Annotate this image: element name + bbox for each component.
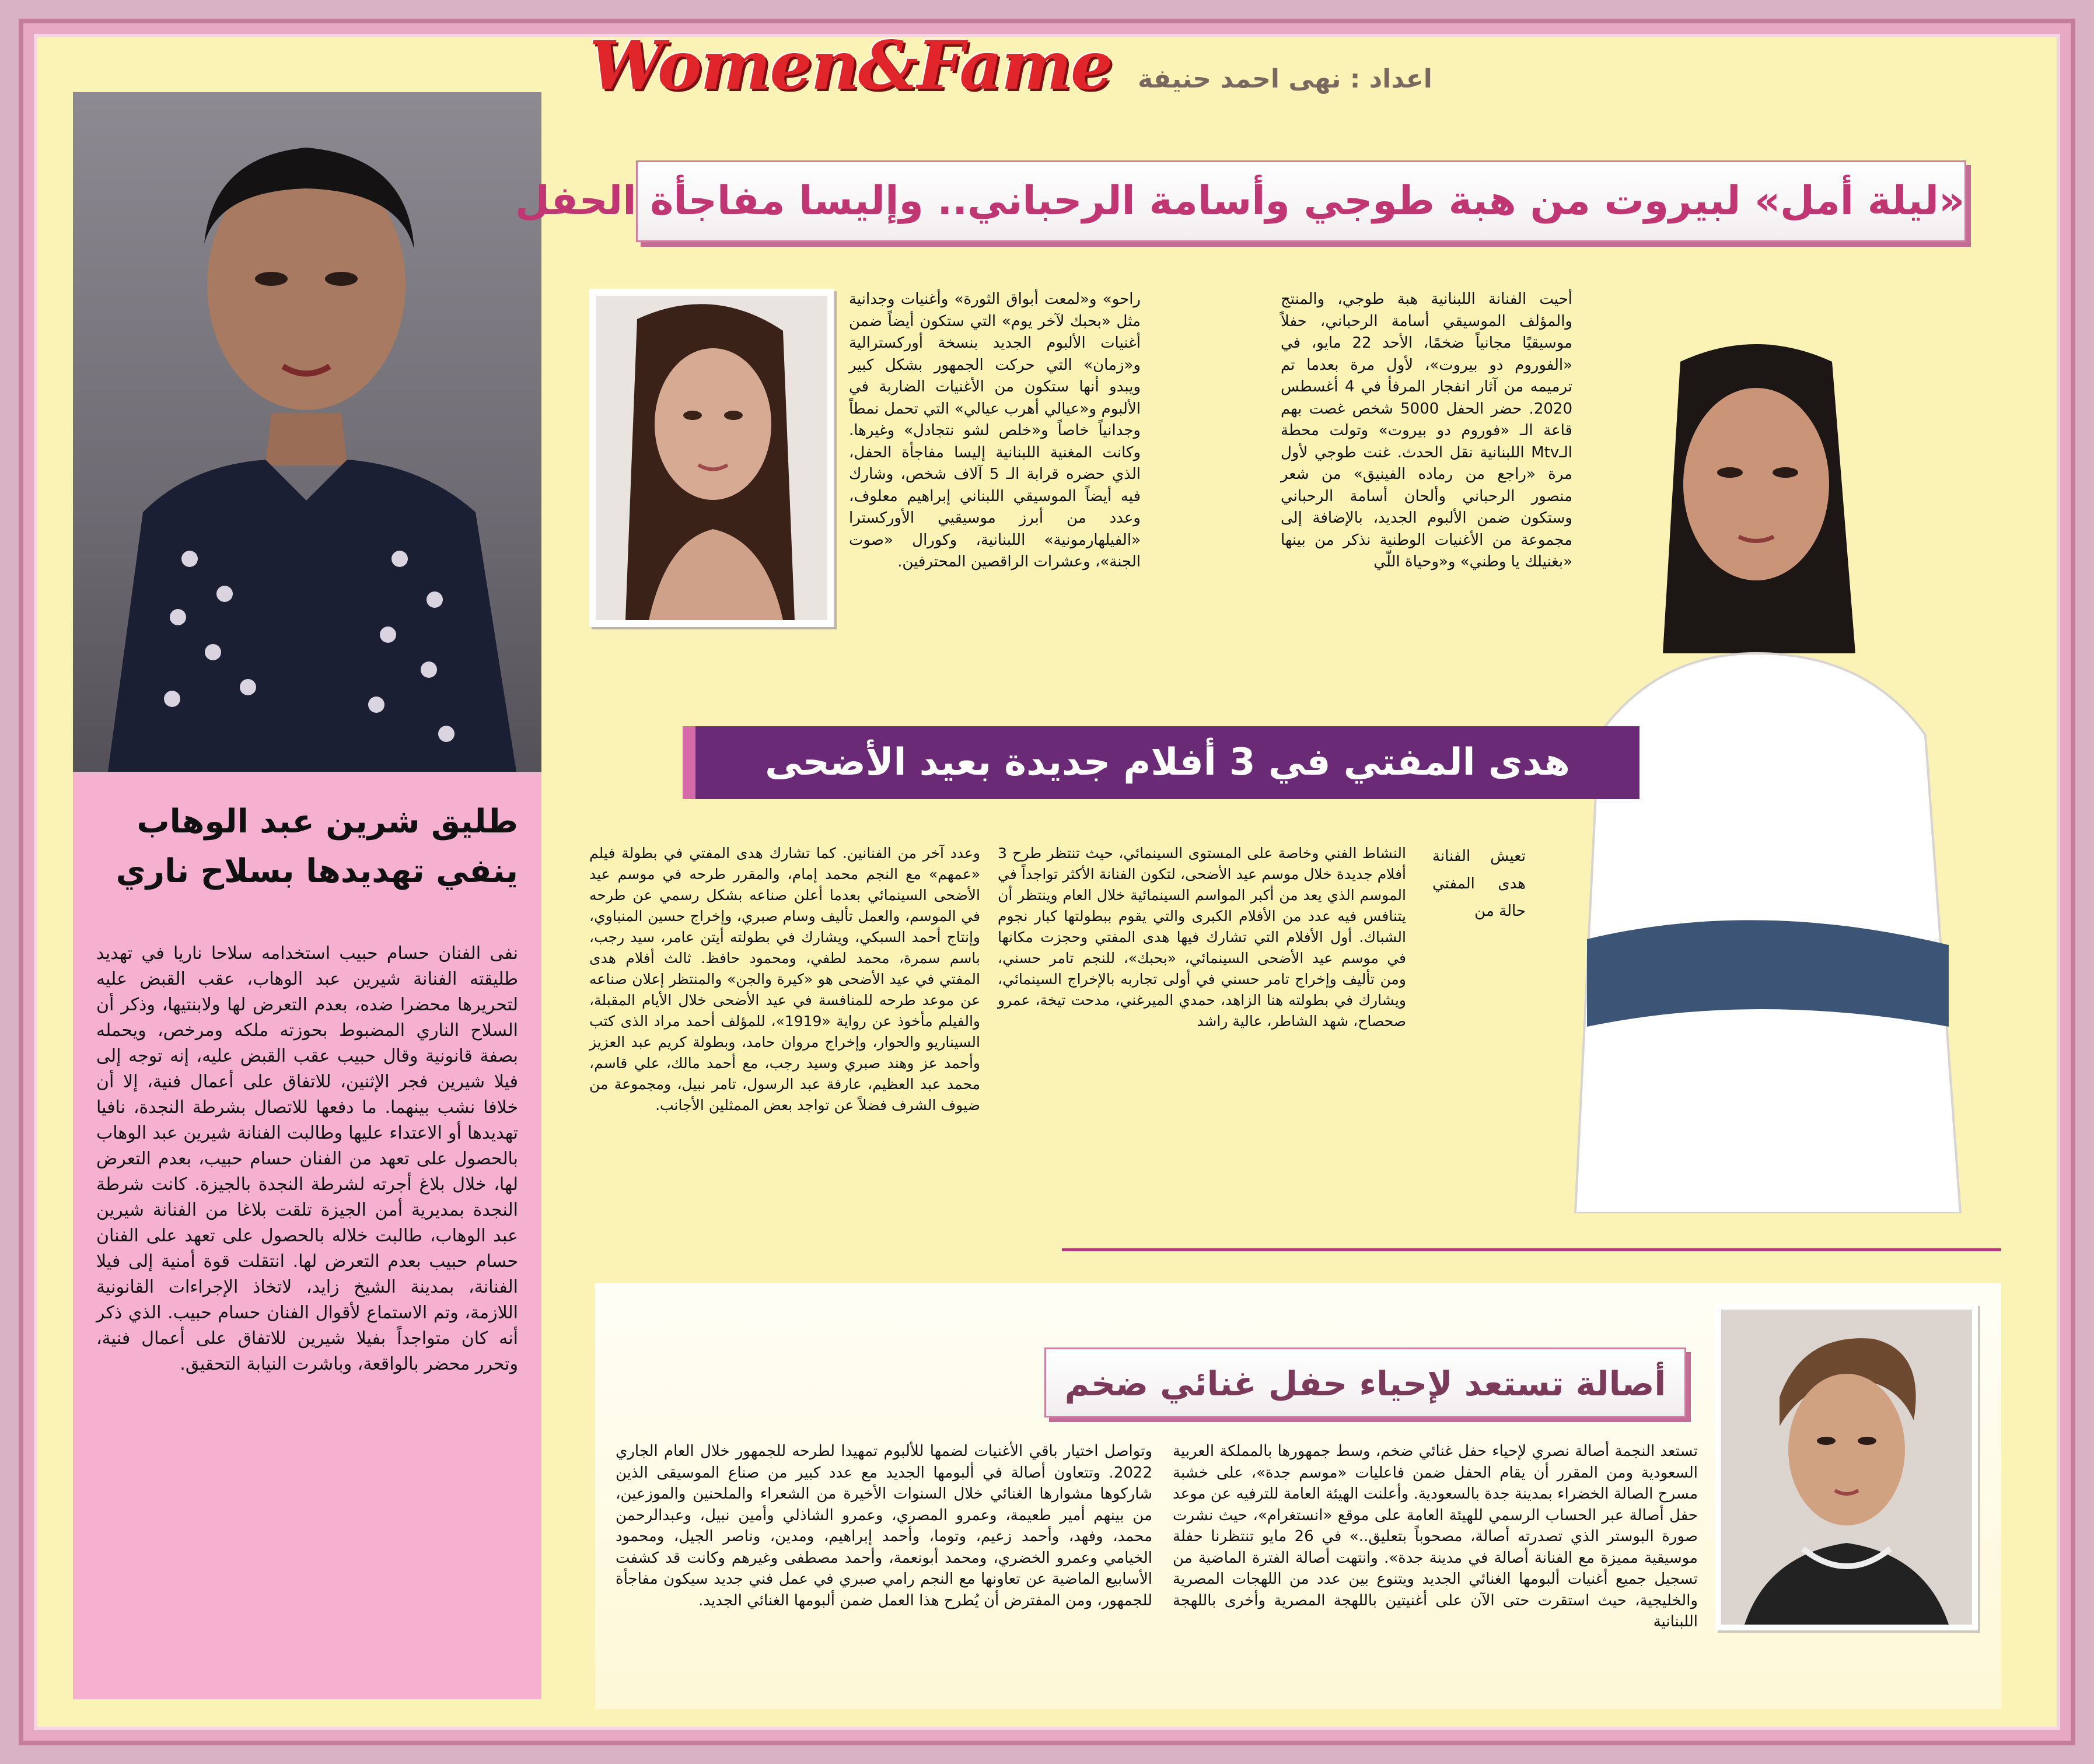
photo-elissa-illustration bbox=[596, 296, 827, 620]
beirut-col-right: أحيت الفنانة اللبنانية هبة طوجي، والمنتج والمؤلف الموسيقي أسامة الرحباني، حفلاً موسيقيًا مجانياً ضخمًا، الأحد 22 مايو، في «الفوروم دو بيروت»، لأول مرة بعدما تم ترميمه من آثار انفجار المرفأ في 4 أغسطس 2020. حضر الحفل 5000 شخص غصت بهم قاعة الـ «فوروم دو بيروت» وتولت محطة الـMtv اللبنانية نقل الحدث. غنت طوجي لأول مرة «راجع من رماده الفينيق» من شعر منصور الرحباني وألحان أسامة الرحباني وستكون ضمن الألبوم الجديد، بالإضافة إلى مجموعة من الأغنيات الوطنية نذكر من بينها «بغنيلك يا وطني» و«وحياة اللّي bbox=[1281, 290, 1572, 570]
headline-mufti: هدى المفتي في 3 أفلام جديدة بعيد الأضحى bbox=[683, 726, 1639, 799]
photo-assala-illustration bbox=[1721, 1310, 1972, 1625]
sidebar-shereen bbox=[73, 772, 541, 1699]
headline-assala: أصالة تستعد لإحياء حفل غنائي ضخم bbox=[1044, 1348, 1686, 1418]
mufti-col-narrow: تعيش الفنانة هدى المفتي حالة من bbox=[1432, 848, 1526, 920]
body-shereen: نفى الفنان حسام حبيب استخدامه سلاحا ناريا في تهديد طليقته الفنانة شيرين عبد الوهاب، عقب القبض عليه لتحريرها محضرا ضده، بعدم التعرض لها ولابنتيها، وذكر أن السلاح الناري المضبوط بحوزته ملكه ومرخص، ويحمله بصفة قانونية وقال حبيب عقب القبض عليه، إنه توجه إلى فيلا شيرين فجر الإثنين، للاتفاق على أعمال فنية، إلا أن خلافا نشب بينهما. ما دفعها للاتصال بشرطة النجدة، نافيا تهديدها أو الاعتداء عليها وطالبت الفنانة شيرين عبد الوهاب بالحصول على تعهد من الفنان حسام حبيب، بعدم التعرض لها، خلال بلاغ أجرته لشرطة النجدة بالجيزة. كانت شرطة النجدة بمديرية أمن الجيزة تلقت بلاغا من الفنانة شيرين عبد الوهاب، طالبت خلاله بالحصول على تعهد على الفنان حسام حبيب بعدم التعرض لها. انتقلت قوة أمنية إلى فيلا الفنانة، بمدينة الشيخ زايد، لاتخاذ الإجراءات القانونية اللازمة، وتم الاستماع لأقوال الفنان حسام حبيب. الذي ذكر أنه كان متواجداً بفيلا شيرين للاتفاق على أعمال فنية، وتحرر محضر بالواقعة، وباشرت النيابة التحقيق. bbox=[96, 943, 518, 1374]
assala-col-left: وتواصل اختيار باقي الأغنيات لضمها للألبوم تمهيدا لطرحه للجمهور خلال العام الجاري 2022. وتتعاون أصالة في ألبومها الجديد مع عدد كبير من صناع الموسيقى الذين شاركوها مشوارها الغنائي خلال السنوات الأخيرة من الشعراء والملحنين والموزعين، من بينهم أمير طعيمة، وعمرو المصري، وعمرو الشاذلي وأمين نبيل، وعبدالرحمن محمد، وفهد، وأحمد زعيم، وتوما، وأحمد إبراهيم، ومدين، وناصر الجيل، ومحمود الخيامي وعمرو الخضري، ومحمد أبونعمة، وأحمد مصطفى وغيرهم وكانت قد كشفت الأسابيع الماضية عن تعاونها مع النجم رامي صبري في عمل فني جديد سيكون مفاجأة للجمهور، ومن المفترض أن يُطرح هذا العمل ضمن ألبومها الغنائي الجديد. bbox=[616, 1443, 1152, 1609]
divider-line bbox=[1062, 1248, 2001, 1251]
byline: اعداد : نهى احمد حنيفة bbox=[1138, 64, 1432, 94]
headline-shereen-line1: طليق شرين عبد الوهاب bbox=[137, 803, 518, 841]
photo-elissa bbox=[589, 289, 834, 627]
photo-shereen-illustration bbox=[73, 92, 541, 772]
beirut-col-left: راحو» و«لمعت أبواق الثورة» وأغنيات وجدانية مثل «بحبك لآخر يوم» التي ستكون أيضاً ضمن أغنيات الألبوم الجديد بنسخة أوركسترالية و«زمان» التي حركت الجمهور بشكل كبير ويبدو أنها ستكون من الأغنيات الضاربة في الألبوم و«عيالي أهرب عيالي» التي تحمل نمطاً وجدانياً خاصاً و«خلص لشو نتجادل» وغيرها. وكانت المغنية اللبنانية إليسا مفاجأة الحفل، الذي حضره قرابة الـ 5 آلاف شخص، وشارك فيه أيضاً الموسيقي اللبناني إبراهيم معلوف، وعدد من أبرز موسيقيي الأوركسترا «الفيلهارمونية» اللبنانية، وكورال «صوت الجنة»، وعشرات الراقصين المحترفين. bbox=[849, 290, 1141, 570]
photo-assala bbox=[1715, 1304, 1978, 1630]
headline-shereen-line2: ينفي تهديدها بسلاح ناري bbox=[116, 852, 518, 890]
masthead-logo: Women&Fame bbox=[589, 26, 1112, 104]
photo-shereen bbox=[73, 92, 541, 772]
mufti-col-mid: النشاط الفني وخاصة على المستوى السينمائي، حيث تنتظر طرح 3 أفلام جديدة خلال موسم عيد الأضحى، لتكون الفنانة الأكثر تواجداً في الموسم الذي يعد من أكبر المواسم السينمائية خلال العام وينتظر أن يتنافس فيه عدد من الأفلام الكبرى والتي يقوم ببطولتها كبار نجوم الشباك. أول الأفلام التي تشارك فيها هدى المفتي وحجزت مكانها في موسم عيد الأضحى السينمائي، «بحبك»، للنجم تامر حسني، ومن تأليف وإخراج تامر حسني في أولى تجاربه بالإخراج السينمائي، ويشارك في بطولته هنا الزاهد، حمدي الميرغني، مدحت تيخة، عمرو صحصاح، شهد الشاطر، عالية راشد bbox=[998, 845, 1406, 1030]
assala-col-right: تستعد النجمة أصالة نصري لإحياء حفل غنائي ضخم، وسط جمهورها بالمملكة العربية السعودية ومن المقرر أن يقام الحفل ضمن فاعليات «موسم جدة»، على خشبة مسرح الصالة الخضراء بمدينة جدة بالسعودية. وأعلنت الهيئة العامة للترفيه عن موعد حفل أصالة عبر الحساب الرسمي للهيئة العامة على موقع «انستغرام»، حيث نشرت صورة البوستر الذي تصدرته أصالة، مصحوباً بتعليق..» في 26 مايو تنتظرنا حفلة موسيقية مميزة مع الفنانة أصالة في مدينة جدة». وانتهت أصالة الفترة الماضية من تسجيل جميع أغنيات ألبومها الغنائي الجديد ويتنوع بين عدد من اللهجات المصرية والخليجية، حيث استقرت حتى الآن على أغنيتين باللهجة المصرية وأخرى باللهجة اللبنانية bbox=[1173, 1443, 1698, 1630]
mufti-col-left: وعدد آخر من الفنانين. كما تشارك هدى المفتي في بطولة فيلم «عمهم» مع النجم محمد إمام، والمقرر طرحه في موسم عيد الأضحى السينمائي بعدما أعلن صناعه بشكل رسمي عن طرحه في الموسم، والعمل تأليف وسام صبري، وإخراج حسين المنباوي، وإنتاج أحمد السبكي، ويشارك في بطولته أيتن عامر، سيد رجب، باسم سمرة، محمد لطفي، ومحمود حافظ. ثالث أفلام هدى المفتي في عيد الأضحى هو «كيرة والجن» والمنتظر إعلان صناعه عن موعد طرحه للمنافسة في عيد الأضحى خلال الأيام المقبلة، والفيلم مأخوذ عن رواية «1919»، للمؤلف أحمد مراد الذى كتب السيناريو والحوار، وإخراج مروان حامد، وبطولة كريم عبد العزيز وأحمد عز وهند صبري وسيد رجب، مع أحمد مالك، علي قاسم، محمد عبد العظيم، عارفة عبد الرسول، تامر نبيل، ومجموعة من ضيوف الشرف فضلاً عن تواجد بعض الممثلين الأجانب. bbox=[589, 845, 981, 1114]
headline-beirut: «ليلة أمل» لبيروت من هبة طوجي وأسامة الرحباني.. وإليسا مفاجأة الحفل bbox=[636, 160, 1966, 242]
